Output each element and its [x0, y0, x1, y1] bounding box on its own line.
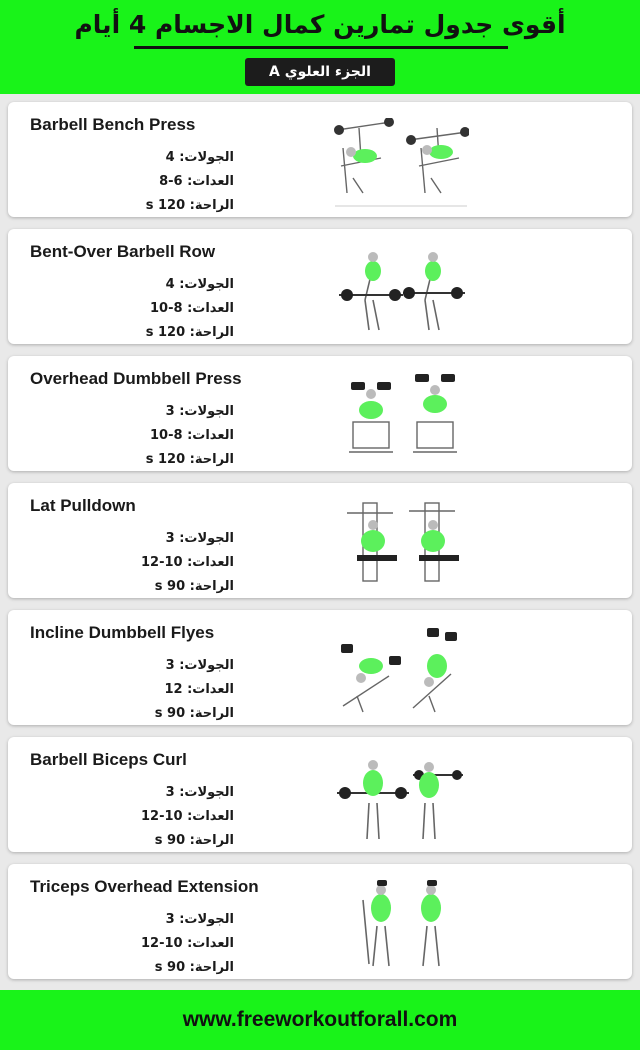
reps-range: العدات: 12	[164, 682, 234, 697]
exercise-name: Lat Pulldown	[30, 496, 136, 515]
reps-range: العدات: 10-12	[140, 809, 234, 824]
header-banner	[0, 0, 640, 94]
reps-range: العدات: 6-8	[159, 174, 234, 189]
reps-range: العدات: 10-12	[140, 555, 234, 570]
exercise-card	[8, 610, 632, 725]
sets-count: الجولات: 3	[165, 404, 234, 419]
exercise-stats	[128, 400, 234, 472]
rest-time: الراحة: 120 s	[145, 452, 234, 467]
sets-count: الجولات: 3	[165, 531, 234, 546]
day-badge: الجزء العلوي A	[245, 58, 395, 86]
footer-banner	[0, 990, 640, 1050]
rest-time: الراحة: 120 s	[145, 325, 234, 340]
exercise-card	[8, 102, 632, 217]
exercise-stats	[128, 654, 234, 726]
sets-count: الجولات: 3	[165, 658, 234, 673]
sets-count: الجولات: 3	[165, 912, 234, 927]
biceps-curl-icon	[333, 753, 469, 843]
page-title: أقوى جدول تمارين كمال الاجسام 4 أيام	[74, 10, 566, 39]
reps-range: العدات: 10-12	[140, 936, 234, 951]
rest-time: الراحة: 120 s	[145, 198, 234, 213]
sets-count: الجولات: 3	[165, 785, 234, 800]
rest-time: الراحة: 90 s	[154, 706, 234, 721]
exercise-name: Triceps Overhead Extension	[30, 877, 259, 896]
exercise-card	[8, 864, 632, 979]
exercise-card	[8, 356, 632, 471]
dumbbell-flyes-icon	[333, 626, 469, 716]
exercise-stats	[128, 908, 234, 980]
exercise-card	[8, 483, 632, 598]
exercise-stats	[128, 146, 234, 218]
exercise-card	[8, 229, 632, 344]
lat-pulldown-icon	[333, 499, 469, 589]
rest-time: الراحة: 90 s	[154, 833, 234, 848]
website-url[interactable]: www.freeworkoutforall.com	[182, 1008, 458, 1031]
exercise-name: Overhead Dumbbell Press	[30, 369, 242, 388]
sets-count: الجولات: 4	[165, 150, 234, 165]
exercise-name: Incline Dumbbell Flyes	[30, 623, 215, 642]
exercise-name: Bent-Over Barbell Row	[30, 242, 216, 261]
title-underline	[134, 46, 508, 49]
rest-time: الراحة: 90 s	[154, 960, 234, 975]
bench-press-icon	[333, 118, 469, 208]
exercise-name: Barbell Bench Press	[30, 115, 196, 134]
dumbbell-press-icon	[333, 372, 469, 462]
exercise-stats	[128, 273, 234, 345]
sets-count: الجولات: 4	[165, 277, 234, 292]
reps-range: العدات: 8-10	[150, 428, 234, 443]
reps-range: العدات: 8-10	[150, 301, 234, 316]
exercise-card	[8, 737, 632, 852]
barbell-row-icon	[333, 245, 469, 335]
exercise-stats	[128, 781, 234, 853]
exercise-name: Barbell Biceps Curl	[30, 750, 187, 769]
rest-time: الراحة: 90 s	[154, 579, 234, 594]
exercise-stats	[128, 527, 234, 599]
triceps-extension-icon	[333, 880, 469, 970]
